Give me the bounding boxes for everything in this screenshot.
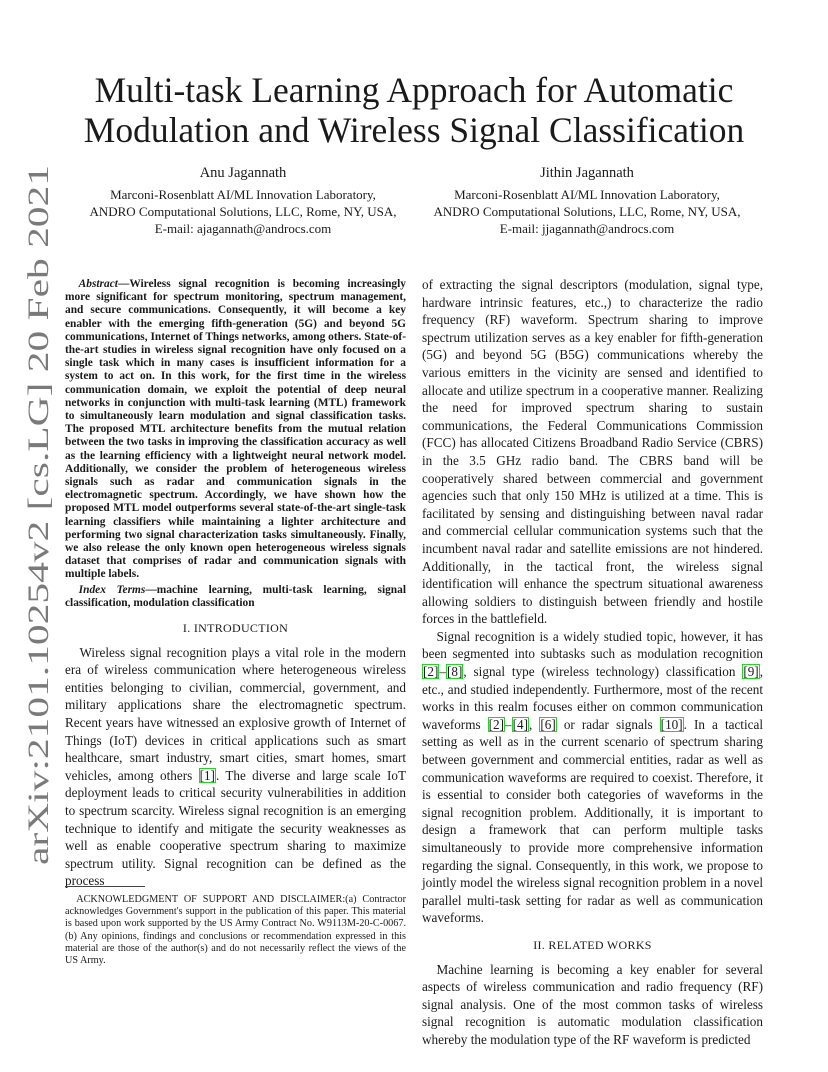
citation-link[interactable]: [9] [743,664,759,680]
footnote-text: ACKNOWLEDGMENT OF SUPPORT AND DISCLAIMER:(a) Contractor acknowledges Government's support in the publication of this paper. This material is based upon work supported by the US Army Contract No. W9113M-20-C-0067. (b) Any opinions, findings and conclusions or recommendation expressed in this material are those of the author(s) and do not necessarily reflect the views of the US Army. [65,894,406,967]
right-column [422,276,763,1049]
citation-link[interactable]: [10] [660,716,683,732]
body-text: – [439,664,446,680]
body-text: . In a tactical setting as well as in the current scenario of spectrum sharing between government and commercial entities, radar as well as communication waveforms are required to coexist. Therefore, it is essential to consider both categories of waveforms in the signal recognition problem. Additionally, it is important to design a framework that can perform multiple tasks simultaneously to provide more comprehensive information regarding the signal. Consequently, in this work, we propose to jointly model the wireless signal recognition problem in a novel parallel multi-task setting for radar as well as communication waveforms. [422,716,764,926]
left-column [65,278,406,890]
abstract-label: Abstract [78,278,118,290]
index-terms [65,584,406,610]
section-heading-related-works: II. RELATED WORKS [533,937,652,952]
footnote-rule [65,886,145,887]
arxiv-stamp-text: arXiv:2101.10254v2 [cs.LG] 20 Feb 2021 [22,358,55,865]
abstract-text: —Wireless signal recognition is becoming increasingly more significant for spectrum monitoring, spectrum management, and secure communications. Consequently, it will become a key enabler with the emerging fifth-generation (5G) and beyond 5G communications, Internet of Things networks, among others. State-of-the-art studies in wireless signal recognition have only focused on a single task which in many cases is insufficient information for a system to act on. In this work, for the first time in the wireless communication domain, we exploit the potential of deep neural networks in conjunction with multi-task learning (MTL) framework to simultaneously learn modulation and signal classification tasks. The proposed MTL architecture benefits from the mutual relation between the two tasks in improving the classification accuracy as well as the learning efficiency with a lightweight neural network model. Additionally, we consider the problem of heterogeneous wireless signals such as radar and communication signals in the electromagnetic spectrum. Accordingly, we have shown how the proposed MTL model outperforms several state-of-the-art single-task learning classifiers while maintaining a lighter architecture and performing two signal characterization tasks simultaneously. Finally, we also release the only known open heterogeneous wireless signals dataset that comprises of radar and communication signals with multiple labels. [65,278,406,581]
body-paragraph [422,628,763,927]
author-affiliation: Marconi-Rosenblatt AI/ML Innovation Laboratory, [110,187,376,202]
body-paragraph: Machine learning is becoming a key enabler for several aspects of wireless communication and radio frequency (RF) signal analysis. One of the most common tasks of wireless signal recognition is automatic modulation classification whereby the modulation type of the RF waveform is predicted [422,961,763,1047]
section-heading-introduction: I. INTRODUCTION [182,621,289,636]
author-email: E-mail: ajagannath@androcs.com [154,221,332,236]
index-terms-label: Index Terms [78,583,146,596]
citation-link[interactable]: [1] [199,767,215,783]
citation-link[interactable]: [2] [423,664,439,680]
body-text: or radar signals [556,716,660,732]
abstract [65,278,406,582]
citation-link[interactable]: [2] [488,716,505,732]
body-paragraph: of extracting the signal descriptors (modulation, signal type, hardware intrinsic features, etc.,) to characterize the radio frequency (RF) waveform. Spectrum sharing to improve spectrum utilization serves as a key enabler for fifth-generation (5G) and beyond 5G (B5G) communications whereby the various emitters in the vicinity are sensed and identified to allocate and utilize spectrum in a cooperative manner. Realizing the need for improved spectrum sharing to sustain communications, the Federal Communications Commission (FCC) has allocated Citizens Broadband Radio Service (CBRS) in the 3.5 GHz radio band. The CBRS band will be cooperatively shared between commercial and government agencies such that only 150 MHz is utilized at a time. This is facilitated by sensing and distinguishing between naval radar and commercial cellular communication systems such that the incumbent naval radar and satellite emissions are not hindered. Additionally, in the tactical front, the wireless signal identification will enhance the spectrum situational awareness allowing soldiers to distinguish between friendly and hostile forces in the battlefield. [422,277,763,627]
citation-link[interactable]: [8] [446,664,463,680]
body-text: , signal type (wireless technology) classification [463,664,743,680]
body-text: – [505,716,512,732]
author-name: Jithin Jagannath [540,165,634,181]
arxiv-stamp [8,90,60,940]
author-block-2 [417,165,757,237]
body-text: , etc., and studied independently. Furthermore, most of the recent works in this realm focuses either on common communication waveforms [422,664,763,732]
author-affiliation: ANDRO Computational Solutions, LLC, Rome, NY, USA, [433,204,741,219]
index-terms-text: —machine learning, multi-task learning, signal classification, modulation classification [65,583,406,609]
footnote [65,894,406,967]
author-affiliation: ANDRO Computational Solutions, LLC, Rome, NY, USA, [89,204,397,219]
citation-link[interactable]: [6] [540,716,556,732]
citation-link[interactable]: [4] [512,716,529,732]
author-name: Anu Jagannath [199,165,287,181]
paper-title: Multi-task Learning Approach for Automatic Modulation and Wireless Signal Classification [83,70,745,150]
body-text: Signal recognition is a widely studied topic, however, it has been segmented into subtasks such as modulation recognition [422,628,763,662]
intro-paragraph [65,644,406,890]
intro-text: Wireless signal recognition plays a vital role in the modern era of wireless communication where heterogeneous wireless entities belonging to civilian, commercial, government, and military applications share the electromagnetic spectrum. Recent years have witnessed an explosive growth of Internet of Things (IoT) devices in critical applications such as smart healthcare, smart industry, smart cities, smart homes, smart vehicles, among others [65,644,406,783]
intro-text: . The diverse and large scale IoT deployment leads to critical security vulnerabilities in addition to spectrum scarcity. Wireless signal recognition is an emerging technique to identify and mitigate the security weaknesses as well as enable cooperative spectrum sharing to maximize spectrum utility. Signal recognition can be defined as the process [65,767,407,889]
author-email: E-mail: jjagannath@androcs.com [499,221,675,236]
body-text: , [529,716,540,732]
author-block-1 [73,165,413,237]
author-affiliation: Marconi-Rosenblatt AI/ML Innovation Laboratory, [454,187,720,202]
